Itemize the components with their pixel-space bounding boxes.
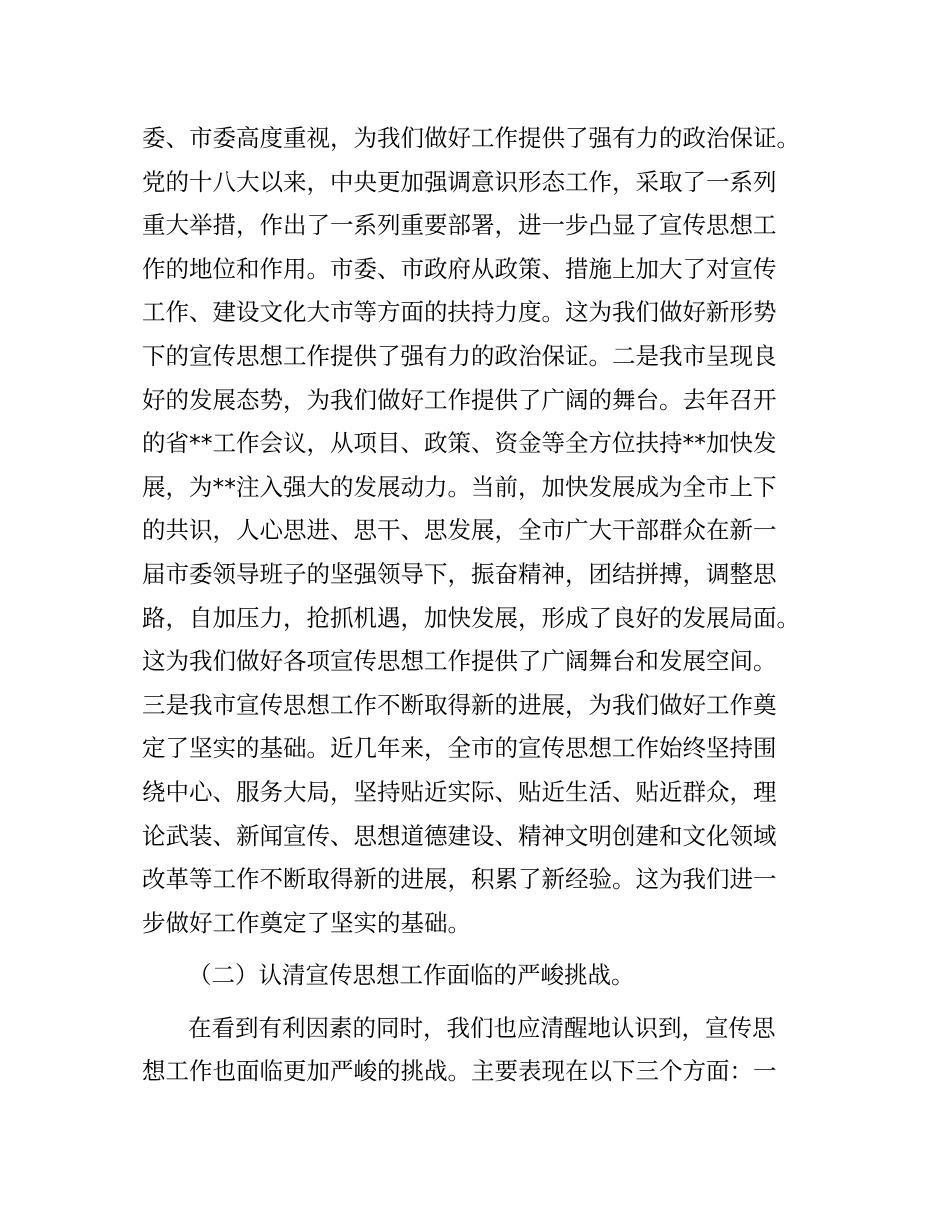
paragraph-line: 路，自加压力，抢抓机遇，加快发展，形成了良好的发展局面。 (142, 603, 800, 632)
paragraph-line: 绕中心、服务大局，坚持贴近实际、贴近生活、贴近群众，理 (142, 777, 777, 806)
paragraph-line: 三是我市宣传思想工作不断取得新的进展，为我们做好工作奠 (142, 690, 777, 719)
paragraph-line: 好的发展态势，为我们做好工作提供了广阔的舞台。去年召开 (142, 385, 777, 414)
paragraph-line: 届市委领导班子的坚强领导下，振奋精神，团结拼搏，调整思 (142, 559, 777, 588)
paragraph-line: 的省**工作会议，从项目、政策、资金等全方位扶持**加快发 (142, 429, 777, 458)
paragraph-line: 党的十八大以来，中央更加强调意识形态工作，采取了一系列 (142, 167, 777, 196)
paragraph-line: 委、市委高度重视，为我们做好工作提供了强有力的政治保证。 (142, 124, 800, 152)
paragraph-line: 想工作也面临更加严峻的挑战。主要表现在以下三个方面：一 (142, 1057, 777, 1086)
paragraph-line: 重大举措，作出了一系列重要部署，进一步凸显了宣传思想工 (142, 211, 777, 240)
paragraph-line: 改革等工作不断取得新的进展，积累了新经验。这为我们进一 (142, 865, 777, 894)
section-heading: （二）认清宣传思想工作面临的严峻挑战。 (188, 961, 635, 990)
document-body (142, 117, 832, 1094)
paragraph-line: 定了坚实的基础。近几年来，全市的宣传思想工作始终坚持围 (142, 734, 777, 763)
paragraph-line: 工作、建设文化大市等方面的扶持力度。这为我们做好新形势 (142, 298, 777, 327)
paragraph-line: 步做好工作奠定了坚实的基础。 (142, 908, 471, 937)
paragraph-line: 在看到有利因素的同时，我们也应清醒地认识到，宣传思 (188, 1013, 776, 1042)
paragraph-line: 展，为**注入强大的发展动力。当前，加快发展成为全市上下 (142, 472, 777, 501)
paragraph-line: 作的地位和作用。市委、市政府从政策、措施上加大了对宣传 (142, 254, 777, 283)
paragraph-line: 这为我们做好各项宣传思想工作提供了广阔舞台和发展空间。 (142, 647, 777, 676)
paragraph-line: 下的宣传思想工作提供了强有力的政治保证。二是我市呈现良 (142, 341, 777, 370)
paragraph-1 (142, 117, 832, 945)
paragraph-2 (142, 1007, 832, 1094)
paragraph-line: 论武装、新闻宣传、思想道德建设、精神文明创建和文化领域 (142, 821, 777, 850)
paragraph-line: 的共识，人心思进、思干、思发展，全市广大干部群众在新一 (142, 516, 777, 545)
